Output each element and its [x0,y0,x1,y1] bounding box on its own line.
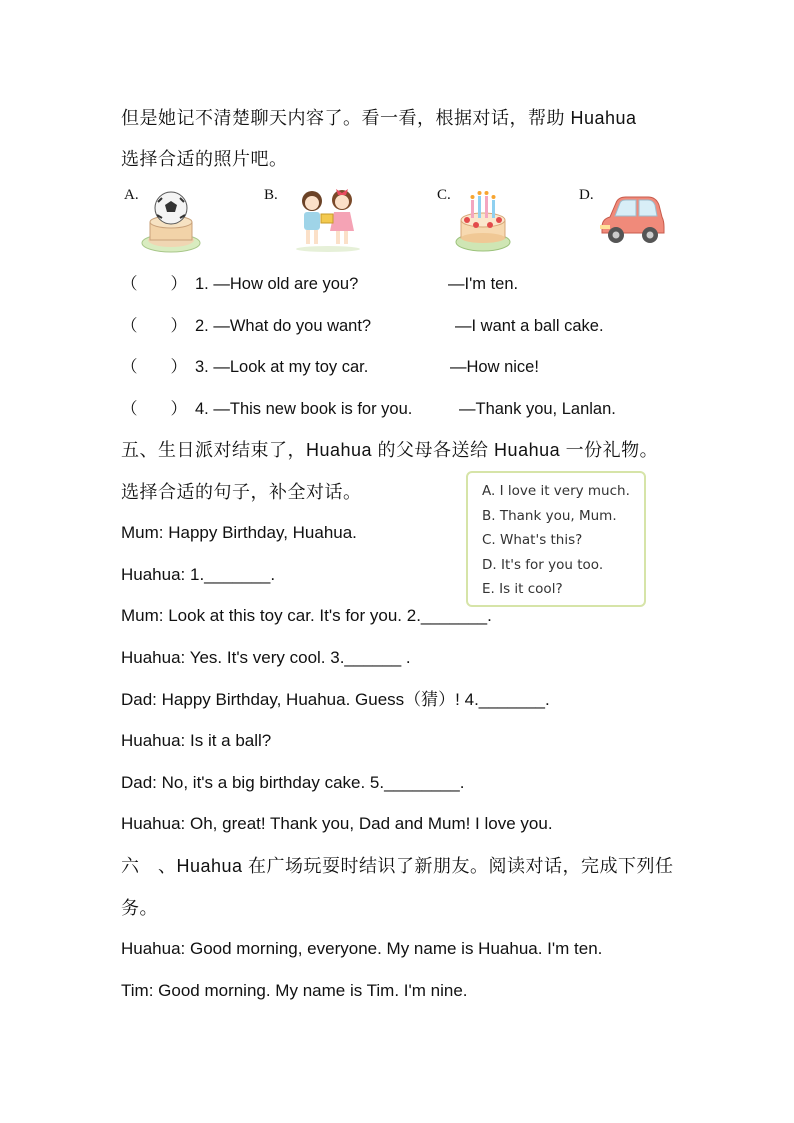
question-number: 4. [195,400,209,418]
matching-bracket-4: （ ） [121,400,187,418]
option-c: C. What's this? [482,532,583,548]
question-text: —This new book is for you. [213,400,413,418]
matching-answer-1: —I'm ten. [448,275,519,293]
intro-line-1: 但是她记不清楚聊天内容了。看一看，根据对话，帮助 Huahua [121,108,637,128]
question-number: 1. [195,275,209,293]
option-e: E. Is it cool? [482,581,563,597]
matching-question-4 [195,398,412,420]
picture-label-b: B. [264,187,278,203]
matching-question-2 [195,315,371,337]
picture-label-c: C. [437,187,451,203]
matching-question-1 [195,273,358,295]
dialogue-line-5: Dad: Happy Birthday, Huahua. Guess（猜）! 4._______. [121,690,550,709]
matching-bracket-2: （ ） [121,317,187,335]
section6-title-line-2: 务。 [121,898,158,918]
question-text: —How old are you? [213,275,359,293]
section6-title-line-1: 六 、Huahua 在广场玩耍时结识了新朋友。阅读对话，完成下列任 [121,856,674,876]
sentence-options-box [466,471,646,607]
dialogue-line-8: Huahua: Oh, great! Thank you, Dad and Mum! I love you. [121,814,553,833]
question-number: 3. [195,358,209,376]
option-a: A. I love it very much. [482,483,630,499]
dialogue-line-1: Mum: Happy Birthday, Huahua. [121,523,357,542]
section6-dialogue-line-1: Huahua: Good morning, everyone. My name is Huahua. I'm ten. [121,939,603,958]
soccer-ball-cake-icon [140,188,202,259]
dialogue-line-2: Huahua: 1._______. [121,565,276,584]
picture-label-a: A. [124,187,139,203]
matching-question-3 [195,356,368,378]
matching-bracket-3: （ ） [121,358,187,376]
dialogue-line-6: Huahua: Is it a ball? [121,731,272,750]
two-girls-gift-icon [292,183,364,258]
matching-answer-2: —I want a ball cake. [455,317,604,335]
section5-subtitle: 选择合适的句子，补全对话。 [121,482,362,502]
option-d: D. It's for you too. [482,556,604,573]
question-text: —What do you want? [213,317,372,335]
picture-label-d: D. [579,187,594,203]
question-text: —Look at my toy car. [213,358,369,376]
matching-answer-3: —How nice! [450,358,539,376]
dialogue-line-4: Huahua: Yes. It's very cool. 3.______ . [121,648,411,667]
birthday-cake-icon [454,186,512,257]
section6-dialogue-line-2: Tim: Good morning. My name is Tim. I'm nine. [121,981,468,1000]
toy-car-icon [598,193,666,252]
question-number: 2. [195,317,209,335]
dialogue-line-7: Dad: No, it's a big birthday cake. 5.________. [121,773,465,792]
section5-title: 五、生日派对结束了，Huahua 的父母各送给 Huahua 一份礼物。 [121,440,659,460]
dialogue-line-3: Mum: Look at this toy car. It's for you. 2._______. [121,606,492,625]
matching-bracket-1: （ ） [121,275,187,293]
intro-line-2: 选择合适的照片吧。 [121,149,288,169]
matching-answer-4: —Thank you, Lanlan. [459,400,616,418]
option-b: B. Thank you, Mum. [482,507,617,524]
